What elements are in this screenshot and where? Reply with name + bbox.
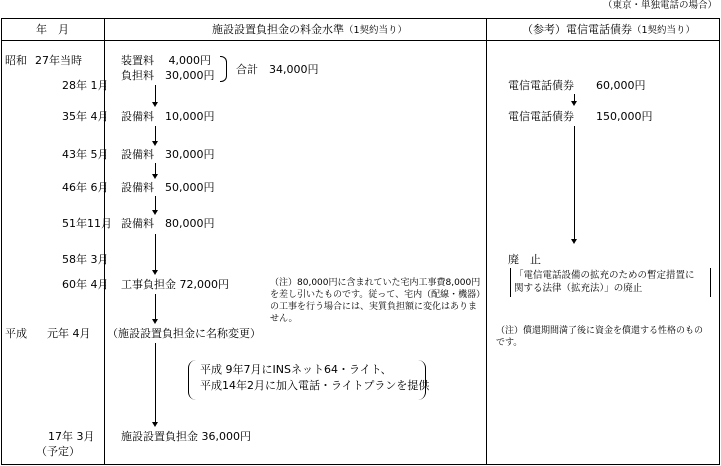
fee-s43: 設備料 30,000円 bbox=[121, 148, 215, 161]
bond-law-line2: 関する法律（拡充法）」の廃止 bbox=[514, 283, 643, 294]
arrow-down-2 bbox=[155, 126, 156, 142]
date-s28: 28年 1月 bbox=[62, 79, 109, 92]
fee-s46: 設備料 50,000円 bbox=[121, 181, 215, 194]
header-bond bbox=[522, 23, 695, 37]
date-s58: 58年 3月 bbox=[62, 253, 109, 266]
date-h1: 元年 4月 bbox=[47, 327, 91, 340]
arrow-down-3 bbox=[155, 163, 156, 175]
era-heisei: 平成 bbox=[5, 327, 27, 340]
table-left-border bbox=[1, 18, 2, 465]
fee-futan: 負担料 30,000円 bbox=[121, 69, 215, 82]
fee-ins-line2: 平成14年2月に加入電話・ライトプランを提供 bbox=[200, 379, 430, 392]
table-bottom-border bbox=[1, 464, 720, 465]
bond-note: （注）償還期間満了後に資金を償還する性格のものです。 bbox=[496, 326, 704, 348]
header-fee bbox=[212, 23, 407, 37]
era-showa: 昭和 bbox=[5, 54, 27, 67]
bond-law-line1: 「電信電話設備の拡充のための暫定措置に bbox=[514, 270, 695, 281]
arrow-down-4 bbox=[155, 196, 156, 211]
arrow-down-7 bbox=[155, 343, 156, 423]
header-bond-sub: （1契約当り） bbox=[632, 25, 696, 36]
date-s35: 35年 4月 bbox=[62, 110, 109, 123]
bond-s35: 電信電話債券 150,000円 bbox=[508, 110, 653, 123]
header-fee-main: 施設設置負担金の料金水準 bbox=[212, 23, 344, 36]
fee-s35: 設備料 10,000円 bbox=[121, 110, 215, 123]
arrow-bond-2 bbox=[574, 126, 575, 240]
arrow-bond-1 bbox=[574, 94, 575, 102]
fee-h1: （施設設置負担金に名称変更） bbox=[107, 327, 261, 340]
caption: （東京・単独電話の場合） bbox=[602, 0, 717, 11]
header-fee-sub: （1契約当り） bbox=[344, 25, 408, 36]
date-s27: 27年当時 bbox=[35, 54, 82, 67]
fee-s60: 工事負担金 72,000円 bbox=[121, 278, 229, 291]
date-s60: 60年 4月 bbox=[62, 278, 109, 291]
fee-total: 合計 34,000円 bbox=[236, 63, 319, 76]
header-date: 年 月 bbox=[36, 23, 69, 36]
bond-abolished: 廃 止 bbox=[508, 253, 541, 266]
table-top-border bbox=[1, 18, 720, 19]
date-s51: 51年11月 bbox=[62, 217, 112, 230]
table-right-border bbox=[719, 18, 720, 465]
note-koji: （注）80,000円に含まれていた宅内工事費8,000円を差し引いたものです。従って、宅内（配線・機器）の工事を行う場合には、実質負担額に変化はありません。 bbox=[270, 278, 481, 324]
fee-ins-line1: 平成 9年7月にINSネット64・ライト、 bbox=[200, 363, 392, 376]
col2-divider bbox=[486, 18, 487, 465]
date-s46: 46年 6月 bbox=[62, 181, 109, 194]
arrow-down-1 bbox=[155, 85, 156, 103]
fee-s51: 設備料 80,000円 bbox=[121, 217, 215, 230]
fee-souchi: 装置料 4,000円 bbox=[121, 54, 211, 67]
date-h17: 17年 3月 bbox=[48, 430, 95, 443]
date-s43: 43年 5月 bbox=[62, 148, 109, 161]
arrow-down-6 bbox=[155, 294, 156, 320]
fee-h17: 施設設置負担金 36,000円 bbox=[121, 430, 251, 443]
bond-s28: 電信電話債券 60,000円 bbox=[508, 79, 646, 92]
header-bottom-border bbox=[1, 40, 720, 41]
header-bond-main: （参考）電信電話債券 bbox=[522, 23, 632, 36]
date-h17-note: （予定） bbox=[36, 445, 80, 458]
total-brace bbox=[220, 56, 227, 82]
arrow-down-5 bbox=[155, 234, 156, 271]
